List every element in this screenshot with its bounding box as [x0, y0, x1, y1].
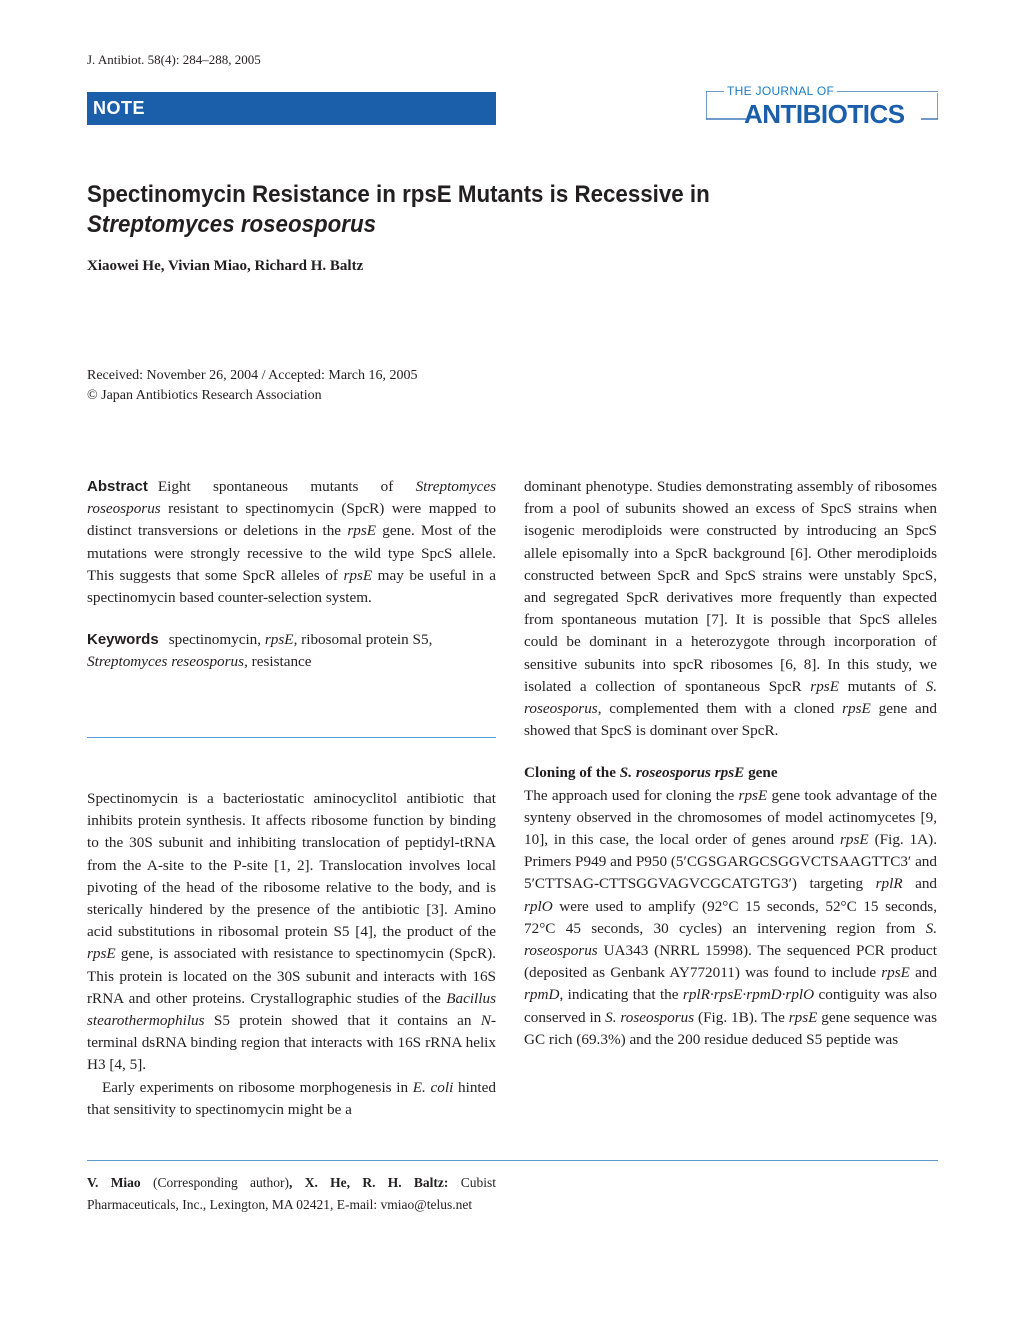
abstract-heading: Abstract	[87, 478, 148, 495]
copyright-notice: © Japan Antibiotics Research Association	[87, 388, 322, 403]
abstract-italic: rpsE	[347, 522, 377, 540]
intro-paragraph-2: Early experiments on ribosome morphogenesis in E. coli hinted that sensitivity to spectinomycin might be a	[87, 1078, 496, 1118]
keywords-text: , ribosomal protein S5,	[293, 631, 433, 649]
abstract-text: Eight spontaneous mutants of	[157, 478, 416, 495]
affiliation-footnote	[87, 1172, 496, 1216]
note-banner	[87, 92, 496, 125]
footnote-divider	[87, 1160, 938, 1161]
abstract-italic: Streptomyces roseosporus	[87, 478, 496, 518]
footnote-authors: , X. He, R. H. Baltz:	[289, 1175, 449, 1190]
author-list: Xiaowei He, Vivian Miao, Richard H. Baltz	[87, 258, 364, 274]
abstract-italic: rpsE	[343, 566, 373, 584]
intro-paragraph-1: Spectinomycin is a bacteriostatic aminocyclitol antibiotic that inhibits protein synthesis. It affects ribosome function by binding to the 30S subunit and inhibiting translocation of peptidyl-tRNA from the A-site to the P-site [1, 2]. Translocation involves local pivoting of the head of the ribosome relative to the body, and is sterically hindered by the presence of the antibiotic [3]. Amino acid substitutions in ribosomal protein S5 [4], the product of the rpsE gene, is associated with resistance to spectinomycin (SpcR). This protein is located on the 30S subunit and interacts with 16S rRNA and other proteins. Crystallographic studies of the Bacillus stearothermophilus S5 protein showed that it contains an N-terminal dsRNA binding region that interacts with 16S rRNA helix H3 [4, 5].	[87, 790, 496, 1074]
right-paragraph-2: The approach used for cloning the rpsE gene took advantage of the synteny observed in the chromosomes of model actinomycetes [9, 10], in this case, the local order of genes around rpsE (Fig. 1A). Primers P949 and P950 (5′CGSGARGCSGGVCTSAAGTTC3′ and 5′CTTSAG-CTTSGGVAGVCGCATGTG3′) targeting rplR and rplO were used to amplify (92°C 15 seconds, 52°C 15 seconds, 72°C 45 seconds, 30 cycles) an intervening region from S. roseosporus UA343 (NRRL 15998). The sequenced PCR product (deposited as Genbank AY772011) was found to include rpsE and rpmD, indicating that the rplR·rpsE·rpmD·rplO contiguity was also conserved in S. roseosporus (Fig. 1B). The rpsE gene sequence was GC rich (69.3%) and the 200 residue deduced S5 peptide was	[524, 786, 938, 1048]
abstract-block	[87, 476, 496, 674]
abstract-paragraph	[87, 476, 496, 609]
keywords-text: spectinomycin,	[168, 631, 265, 649]
title-gene: rpsE	[402, 181, 452, 208]
keywords-italic: rpsE	[264, 631, 294, 649]
right-paragraph-1: dominant phenotype. Studies demonstrating assembly of ribosomes from a pool of subunits showed an excess of SpcS strains when isogenic merodiploids were constructed by introducing an SpcS allele episomally into a SpcR background [6]. Other merodiploids constructed between SpcR and SpcS strains were unstably SpcS, and segregated SpcR derivatives more frequently than expected from spontaneous mutation [7]. It is possible that SpcS alleles could be dominant in a heterozygote through incorporation of sensitive subunits into spcR ribosomes [6, 8]. In this study, we isolated a collection of spontaneous SpcR rpsE mutants of S. roseosporus, complemented them with a cloned rpsE gene and showed that SpcS is dominant over SpcR.	[524, 478, 937, 740]
received-dates: Received: November 26, 2004 / Accepted: March 16, 2005	[87, 368, 418, 383]
title-part-1: Spectinomycin Resistance in	[87, 181, 403, 208]
keywords-paragraph	[87, 629, 496, 673]
keywords-italic: Streptomyces reseosporus	[87, 653, 245, 671]
introduction-block	[87, 788, 496, 1121]
note-label: NOTE	[93, 98, 146, 118]
title-organism: Streptomyces roseosporus	[87, 211, 377, 238]
journal-logo-top: THE JOURNAL OF	[724, 84, 837, 98]
abstract-text: resistant to spectinomycin (SpcR) were mapped to distinct transversions or deletions in the	[87, 500, 496, 540]
footnote-text: (Corresponding author)	[140, 1175, 290, 1190]
abstract-text: gene. Most of the mutations were strongly recessive to the wild type SpcS allele. This suggests that some SpcR alleles of	[87, 522, 496, 584]
section-heading-cloning: Cloning of the S. roseosporus rpsE gene	[524, 764, 778, 782]
footnote-author: V. Miao	[87, 1175, 141, 1190]
title-part-2: Mutants is Recessive in	[451, 181, 710, 208]
footnote-text: Cubist Pharmaceuticals, Inc., Lexington, MA 02421, E-mail: vmiao@telus.net	[87, 1175, 496, 1212]
article-title	[87, 180, 887, 240]
keywords-text: , resistance	[244, 653, 312, 671]
abstract-divider	[87, 737, 496, 738]
journal-citation: J. Antibiot. 58(4): 284–288, 2005	[87, 52, 261, 67]
keywords-heading: Keywords	[87, 631, 159, 649]
right-column	[524, 476, 937, 1051]
abstract-text: may be useful in a spectinomycin based counter-selection system.	[87, 566, 496, 607]
journal-logo-main: ANTIBIOTICS	[744, 99, 905, 129]
